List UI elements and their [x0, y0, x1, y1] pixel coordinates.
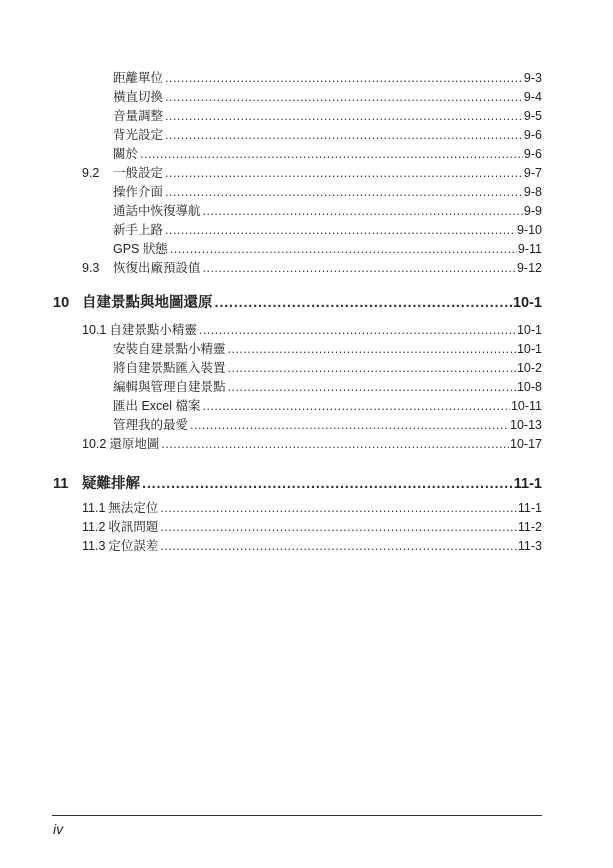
toc-section-number: 9.3 [82, 261, 100, 275]
toc-entry-title: 無法定位 [108, 501, 159, 515]
toc-leader [228, 379, 516, 395]
toc-section-number: 10.1 [82, 323, 107, 337]
toc-leader [160, 538, 516, 554]
toc-entry-title: GPS 狀態 [113, 242, 168, 256]
toc-entry[interactable] [113, 184, 542, 200]
toc-leader [165, 127, 523, 143]
toc-entry[interactable] [82, 322, 542, 338]
toc-entry-page: 10-13 [510, 418, 542, 432]
toc-entry-title: 安裝自建景點小精靈 [113, 342, 226, 356]
toc-chapter-title: 疑難排解 [82, 476, 140, 492]
toc-chapter-entry[interactable] [82, 475, 542, 493]
toc-leader [203, 203, 523, 219]
toc-chapter-page: 11-1 [513, 476, 542, 492]
toc-leader [160, 519, 516, 535]
toc-entry-page: 10-2 [516, 361, 542, 375]
toc-entry-title: 管理我的最愛 [113, 418, 189, 432]
toc-entry[interactable] [82, 500, 542, 516]
toc-chapter-number: 11 [53, 476, 69, 492]
toc-section-number: 9.2 [82, 166, 100, 180]
toc-entry-page: 10-1 [516, 342, 542, 356]
toc-entry-title: 音量調整 [113, 109, 164, 123]
toc-entry[interactable] [82, 519, 542, 535]
toc-entry-title: 背光設定 [113, 128, 164, 142]
toc-entry[interactable] [113, 398, 542, 414]
toc-section-number: 10.2 [82, 437, 107, 451]
toc-entry-title: 一般設定 [113, 166, 164, 180]
toc-leader [203, 398, 510, 414]
toc-entry-page: 11-2 [517, 520, 542, 534]
toc-entry-page: 9-11 [517, 242, 542, 256]
toc-entry-title: 編輯與管理自建景點 [113, 380, 226, 394]
toc-leader [142, 475, 513, 493]
toc-entry[interactable] [113, 146, 542, 162]
toc-chapter-page: 10-1 [512, 295, 542, 311]
toc-entry-title: 關於 [113, 147, 139, 161]
toc-chapter-number: 10 [53, 295, 70, 311]
toc-entry[interactable] [113, 89, 542, 105]
toc-entry-page: 9-10 [516, 223, 542, 237]
toc-section-number: 11.2 [82, 520, 106, 534]
toc-leader [190, 417, 509, 433]
toc-entry[interactable] [82, 538, 542, 554]
toc-entry[interactable] [113, 260, 542, 276]
toc-leader [160, 500, 516, 516]
toc-entry[interactable] [113, 165, 542, 181]
toc-leader [165, 70, 523, 86]
toc-entry-title: 橫直切換 [113, 90, 164, 104]
toc-entry[interactable] [113, 127, 542, 143]
toc-entry-title: 新手上路 [113, 223, 164, 237]
toc-entry[interactable] [113, 417, 542, 433]
toc-leader [215, 294, 512, 312]
toc-entry[interactable] [113, 341, 542, 357]
footer-divider [52, 815, 542, 816]
toc-entry-title: 距離單位 [113, 71, 164, 85]
toc-leader [170, 241, 517, 257]
toc-entry[interactable] [113, 241, 542, 257]
toc-entry-page: 9-4 [523, 90, 542, 104]
toc-chapter-entry[interactable] [82, 294, 542, 312]
toc-entry-page: 9-8 [523, 185, 542, 199]
toc-entry-page: 9-6 [523, 147, 542, 161]
toc-entry-page: 9-7 [523, 166, 542, 180]
toc-entry-title: 收訊問題 [108, 520, 159, 534]
toc-leader [199, 322, 516, 338]
toc-entry-page: 11-1 [517, 501, 542, 515]
toc-chapter-title: 自建景點與地圖還原 [82, 295, 213, 311]
toc-leader [165, 165, 523, 181]
toc-entry-page: 10-11 [510, 399, 542, 413]
toc-entry-page: 10-17 [510, 437, 542, 451]
toc-section-number: 11.1 [82, 501, 106, 515]
toc-section-number: 11.3 [82, 539, 106, 553]
toc-entry-page: 9-9 [523, 204, 542, 218]
toc-entry[interactable] [113, 360, 542, 376]
toc-entry-page: 10-8 [516, 380, 542, 394]
toc-leader [228, 341, 516, 357]
toc-leader [165, 108, 523, 124]
toc-entry-title: 還原地圖 [109, 437, 160, 451]
footer-page-number: iv [53, 821, 64, 837]
toc-entry[interactable] [113, 203, 542, 219]
toc-leader [165, 222, 516, 238]
toc-entry[interactable] [82, 436, 542, 452]
toc-entry-title: 自建景點小精靈 [109, 323, 197, 337]
toc-leader [165, 184, 523, 200]
toc-leader [140, 146, 523, 162]
toc-entry[interactable] [113, 379, 542, 395]
toc-entry[interactable] [113, 222, 542, 238]
toc-entry-page: 9-6 [523, 128, 542, 142]
toc-entry-page: 9-12 [516, 261, 542, 275]
toc-entry-page: 9-3 [523, 71, 542, 85]
toc-entry-page: 11-3 [517, 539, 542, 553]
toc-entry-title: 恢復出廠預設值 [113, 261, 201, 275]
toc-leader [203, 260, 516, 276]
toc-entry[interactable] [113, 108, 542, 124]
toc-leader [161, 436, 509, 452]
toc-entry-page: 9-5 [523, 109, 542, 123]
toc-entry-title: 操作介面 [113, 185, 164, 199]
toc-entry-title: 定位誤差 [108, 539, 159, 553]
toc-leader [228, 360, 516, 376]
toc-entry-title: 將自建景點匯入裝置 [113, 361, 226, 375]
toc-entry-title: 匯出 Excel 檔案 [113, 399, 201, 413]
toc-entry-page: 10-1 [516, 323, 542, 337]
toc-entry-title: 通話中恢復導航 [113, 204, 201, 218]
toc-leader [165, 89, 523, 105]
toc-entry[interactable] [113, 70, 542, 86]
